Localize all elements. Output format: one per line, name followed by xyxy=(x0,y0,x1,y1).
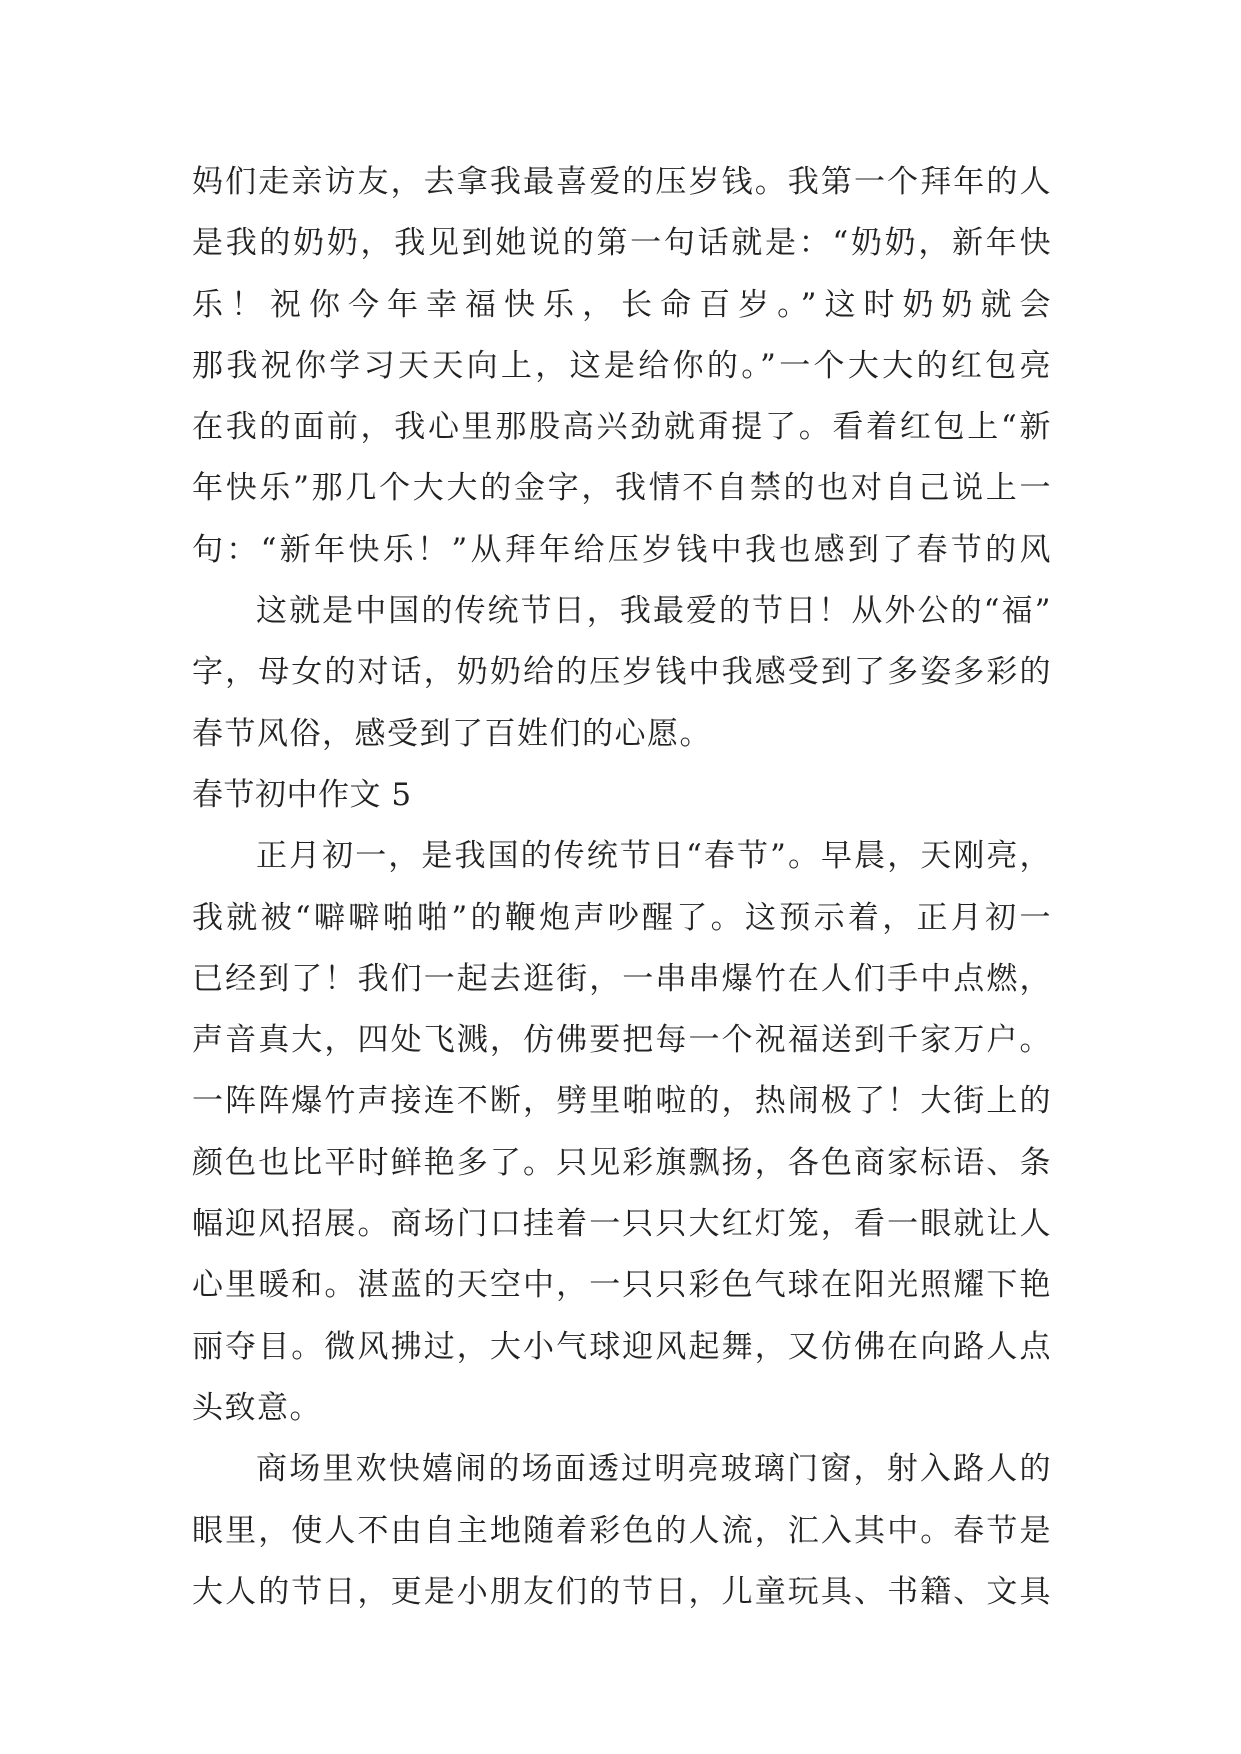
paragraph-line: 妈们走亲访友，去拿我最喜爱的压岁钱。我第一个拜年的人 xyxy=(192,164,1052,200)
paragraph-line: 眼里，使人不由自主地随着彩色的人流，汇入其中。春节是 xyxy=(192,1512,1052,1549)
paragraph-line: 我就被“噼噼啪啪”的鞭炮声吵醒了。这预示着，正月初一 xyxy=(192,899,1052,936)
paragraph-line: 心里暖和。湛蓝的天空中，一只只彩色气球在阳光照耀下艳 xyxy=(192,1267,1052,1304)
paragraph-line: 丽夺目。微风拂过，大小气球迎风起舞，又仿佛在向路人点 xyxy=(192,1328,1052,1365)
paragraph-line: 是我的奶奶，我见到她说的第一句话就是：“奶奶，新年快 xyxy=(192,225,1052,262)
essay-body xyxy=(192,152,1052,1623)
paragraph-line: 幅迎风招展。商场门口挂着一只只大红灯笼，看一眼就让人 xyxy=(192,1206,1052,1243)
paragraph-first-line: 正月初一，是我国的传统节日“春节”。早晨，天刚亮， xyxy=(256,838,1052,875)
paragraph-line: 句：“新年快乐！”从拜年给压岁钱中我也感到了春节的风 xyxy=(192,531,1052,568)
paragraph-first-line: 这就是中国的传统节日，我最爱的节日！从外公的“福” xyxy=(256,593,1052,630)
paragraph-line: 那我祝你学习天天向上，这是给你的。”一个大大的红包亮 xyxy=(192,347,1052,384)
paragraph-line: 一阵阵爆竹声接连不断，劈里啪啦的，热闹极了！大街上的 xyxy=(192,1083,1052,1120)
paragraph-line: 声音真大，四处飞溅，仿佛要把每一个祝福送到千家万户。 xyxy=(192,1022,1052,1059)
paragraph-line: 在我的面前，我心里那股高兴劲就甭提了。看着红包上“新 xyxy=(192,409,1052,446)
paragraph-line: 大人的节日，更是小朋友们的节日，儿童玩具、书籍、文具 xyxy=(192,1573,1052,1610)
paragraph-last-line: 头致意。 xyxy=(192,1389,322,1426)
paragraph-line: 字，母女的对话，奶奶给的压岁钱中我感受到了多姿多彩的 xyxy=(192,654,1052,691)
paragraph-line: 乐！祝你今年幸福快乐，长命百岁。”这时奶奶就会 xyxy=(192,286,1052,323)
paragraph-last-line: 春节风俗，感受到了百姓们的心愿。 xyxy=(192,715,712,752)
paragraph-first-line: 商场里欢快嬉闹的场面透过明亮玻璃门窗，射入路人的 xyxy=(256,1451,1052,1488)
paragraph-line: 年快乐”那几个大大的金字，我情不自禁的也对自己说上一 xyxy=(192,470,1052,507)
essay-title: 春节初中作文 5 xyxy=(192,776,412,813)
paragraph-line: 颜色也比平时鲜艳多了。只见彩旗飘扬，各色商家标语、条 xyxy=(192,1144,1052,1181)
paragraph-line: 已经到了！我们一起去逛街，一串串爆竹在人们手中点燃， xyxy=(192,960,1052,997)
